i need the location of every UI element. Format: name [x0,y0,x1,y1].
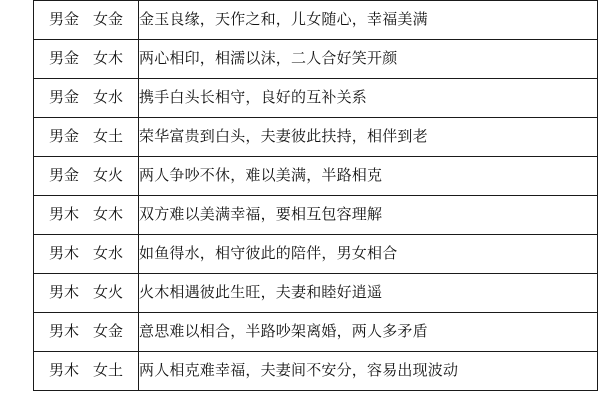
description-cell: 两人争吵不休，难以美满，半路相克 [139,157,598,196]
pair-cell [34,157,139,196]
female-element-label: 女金 [93,324,124,340]
description-cell: 如鱼得水，相守彼此的陪伴，男女相合 [139,235,598,274]
table-row [34,79,598,118]
table-row [34,313,598,352]
male-element-label: 男金 [48,168,79,184]
table-row [34,157,598,196]
pair-cell [34,235,139,274]
pair-cell [34,196,139,235]
table-row [34,352,598,391]
pair-cell [34,352,139,391]
female-element-label: 女土 [93,129,124,145]
description-cell: 荣华富贵到白头，夫妻彼此扶持，相伴到老 [139,118,598,157]
description-cell: 火木相遇彼此生旺，夫妻和睦好逍遥 [139,274,598,313]
description-cell: 金玉良缘，天作之和，儿女随心，幸福美满 [139,1,598,40]
female-element-label: 女土 [93,363,124,379]
female-element-label: 女火 [93,285,124,301]
table-row [34,196,598,235]
female-element-label: 女金 [93,12,124,28]
pair-cell [34,40,139,79]
male-element-label: 男金 [48,90,79,106]
male-element-label: 男木 [48,207,79,223]
pair-cell [34,1,139,40]
table-row [34,235,598,274]
pair-cell [34,313,139,352]
pair-cell [34,79,139,118]
male-element-label: 男金 [48,51,79,67]
female-element-label: 女火 [93,168,124,184]
male-element-label: 男木 [48,285,79,301]
description-cell: 携手白头长相守，良好的互补关系 [139,79,598,118]
male-element-label: 男金 [48,12,79,28]
female-element-label: 女木 [93,51,124,67]
male-element-label: 男金 [48,129,79,145]
table-row [34,1,598,40]
description-cell: 意思难以相合，半路吵架离婚，两人多矛盾 [139,313,598,352]
female-element-label: 女水 [93,246,124,262]
pair-cell [34,118,139,157]
male-element-label: 男木 [48,246,79,262]
female-element-label: 女木 [93,207,124,223]
male-element-label: 男木 [48,363,79,379]
compatibility-table [33,0,598,391]
table-body [34,1,598,391]
pair-cell [34,274,139,313]
description-cell: 两心相印，相濡以沫，二人合好笑开颜 [139,40,598,79]
male-element-label: 男木 [48,324,79,340]
table-row [34,40,598,79]
table-row [34,118,598,157]
female-element-label: 女水 [93,90,124,106]
table-row [34,274,598,313]
description-cell: 双方难以美满幸福，要相互包容理解 [139,196,598,235]
description-cell: 两人相克难幸福，夫妻间不安分，容易出现波动 [139,352,598,391]
